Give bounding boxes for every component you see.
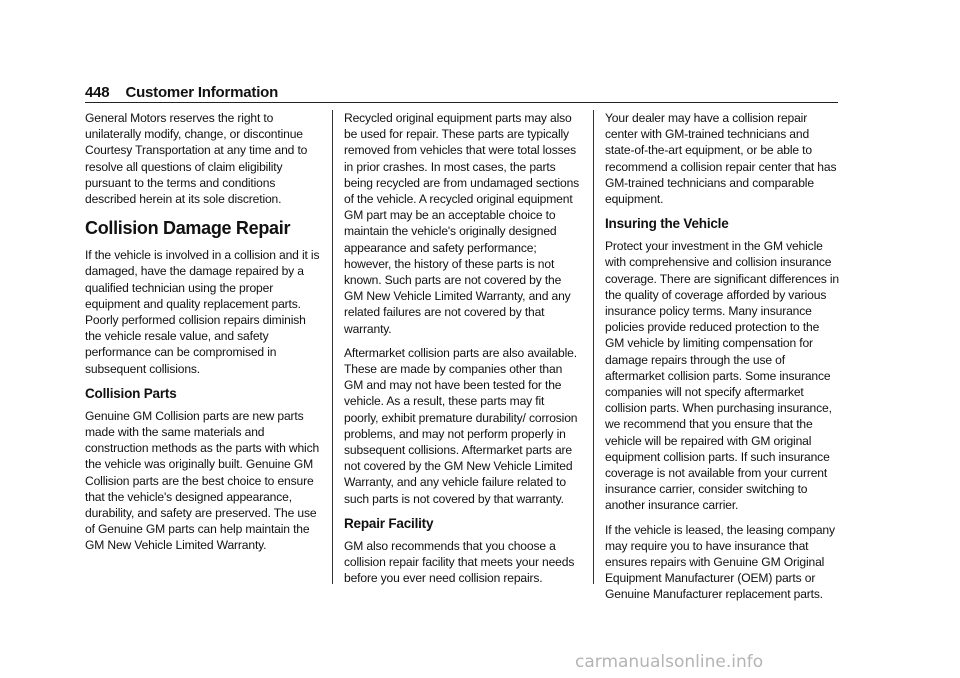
section-title: Customer Information [125, 84, 279, 101]
page-header [85, 84, 278, 101]
header-rule [85, 102, 838, 103]
aftermarket-parts-paragraph: Aftermarket collision parts are also available. These are made by companies other than GM and may not have been tested for the vehicle. As a result, these parts may fit poorly, exhibit premature durability/ corrosion problems, and may not perform properly in subsequent collisions. Aftermarket parts are not covered by the GM New Vehicle Limited Warranty, and any vehicle failure related to such parts is not covered by that warranty. [344, 345, 578, 506]
column-divider [593, 110, 594, 584]
page-number: 448 [85, 84, 110, 101]
recycled-parts-paragraph: Recycled original equipment parts may also be used for repair. These parts are typically removed from vehicles that were total losses in prior crashes. In most cases, the parts being recycled are from undamaged sections of the vehicle. A recycled original equipment GM part may be an acceptable choice to maintain the vehicle's originally designed appearance and safety performance; however, the history of these parts is not known. Such parts are not covered by the GM New Vehicle Limited Warranty, and any related failures are not covered by that warranty. [344, 111, 580, 336]
watermark: carmanualsonline.info [575, 652, 764, 672]
insuring-paragraph: Protect your investment in the GM vehicle with comprehensive and collision insurance coverage. There are significant differences in the quality of coverage afforded by various insurance policy terms. Many insurance policies provide reduced protection to the GM vehicle by limiting compensation for damage repairs through the use of aftermarket collision parts. Some insurance companies will not specify aftermarket collision parts. When purchasing insurance, we recommend that you ensure that the vehicle will be repaired with GM original equipment collision parts. If such insurance coverage is not available from your current insurance carrier, consider switching to another insurance carrier. [605, 239, 839, 513]
column-2 [344, 110, 580, 594]
dealer-paragraph: Your dealer may have a collision repair center with GM-trained technicians and state-of-the-art equipment, or be able to recommend a collision repair center that has GM-trained technicians and comparable equipment. [605, 111, 837, 207]
heading-collision-damage-repair: Collision Damage Repair [85, 218, 291, 239]
leased-paragraph: If the vehicle is leased, the leasing company may require you to have insurance that ensures repairs with Genuine GM Original Equipment Manufacturer (OEM) parts or Genuine Manufacturer replacement parts. [605, 522, 835, 602]
repair-facility-paragraph: GM also recommends that you choose a collision repair facility that meets your needs before you ever need collision repairs. [344, 538, 575, 586]
column-divider [332, 110, 333, 584]
heading-insuring-the-vehicle: Insuring the Vehicle [605, 216, 729, 232]
heading-repair-facility: Repair Facility [344, 515, 434, 531]
column-3 [605, 110, 841, 611]
collision-parts-paragraph: Genuine GM Collision parts are new parts made with the same materials and construction methods as the parts with which the vehicle was originally built. Genuine GM Collision parts are the best choice to ensure that the vehicle's designed appearance, durability, and safety are preserved. The use of Genuine GM parts can help maintain the GM New Vehicle Limited Warranty. [85, 408, 320, 553]
intro-paragraph: General Motors reserves the right to unilaterally modify, change, or discontinue Courtesy Transportation at any time and to resolve all questions of claim eligibility pursuant to the terms and conditions described herein at its sole discretion. [85, 111, 308, 207]
collision-damage-paragraph: If the vehicle is involved in a collision and it is damaged, have the damage repaired by a qualified technician using the proper equipment and quality replacement parts. Poorly performed collision repairs diminish the vehicle resale value, and safety performance can be compromised in subsequent collisions. [85, 248, 320, 376]
heading-collision-parts: Collision Parts [85, 385, 177, 401]
column-1 [85, 110, 321, 562]
